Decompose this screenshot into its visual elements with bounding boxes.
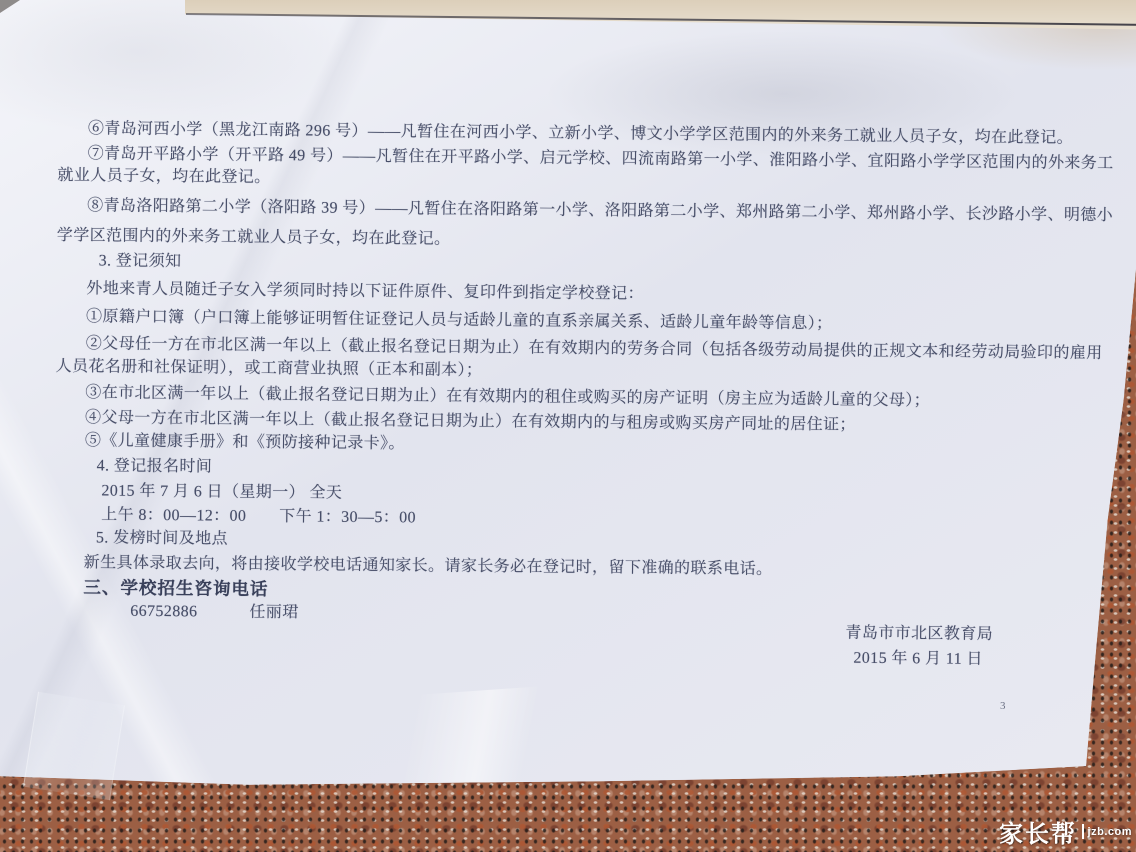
- requirement-1: ①原籍户口簿（户口簿上能够证明暂住证登记人员与适龄儿童的直系亲属关系、适龄儿童年龄等信息）；: [85, 308, 833, 333]
- requirement-3: ③在市北区满一年以上（截止报名登记日期为止）在有效期内的租住或购买的房产证明（房主应为适龄儿童的父母）；: [85, 384, 931, 410]
- watermark-logo: [999, 814, 1132, 849]
- registration-hours: 上午 8：00—12：00 下午 1：30—5：00: [101, 506, 417, 527]
- school-item-6: ⑥青岛河西小学（黑龙江南路 296 号）——凡暂住在河西小学、立新小学、博文小学学区范围内的外来务工就业人员子女，均在此登记。: [87, 120, 1074, 147]
- signature-date: 2015 年 6 月 11 日: [853, 649, 983, 668]
- requirement-2-cont: 人员花名册和社保证明），或工商营业执照（正本和副本）；: [55, 357, 483, 380]
- watermark-divider-icon: [1082, 824, 1084, 839]
- requirement-2: ②父母任一方在市北区满一年以上（截止报名登记日期为止）在有效期内的劳务合同（包括各级劳动局提供的正规文本和经劳动局验印的雇用: [85, 335, 1103, 363]
- section-5-heading: 5. 发榜时间及地点: [95, 529, 229, 548]
- contact-name: 任丽珺: [249, 603, 299, 622]
- school-item-8: ⑧青岛洛阳路第二小学（洛阳路 39 号）——凡暂住在洛阳路第一小学、洛阳路第二小学、郑州路第二小学、郑州路小学、长沙路小学、明德小: [87, 197, 1114, 225]
- signature-org: 青岛市市北区教育局: [845, 624, 994, 643]
- registration-date: 2015 年 7 月 6 日（星期一） 全天: [101, 482, 343, 502]
- section-4-heading: 4. 登记报名时间: [96, 457, 213, 476]
- watermark-domain: jzb.com: [1087, 825, 1132, 838]
- results-notice: 新生具体录取去向，将由接收学校电话通知家长。请家长务必在登记时，留下准确的联系电话。: [83, 554, 773, 578]
- notice-document: [53, 116, 1114, 673]
- requirement-5: ⑤《儿童健康手册》和《预防接种记录卡》。: [84, 432, 405, 453]
- registration-intro: 外地来青人员随迁子女入学须同时持以下证件原件、复印件到指定学校登记：: [86, 280, 645, 303]
- watermark-brand: 家长帮: [999, 821, 1078, 848]
- contact-heading: 三、学校招生咨询电话: [83, 577, 269, 600]
- school-item-7: ⑦青岛开平路小学（开平路 49 号）——凡暂住在开平路小学、启元学校、四流南路第一小学、淮阳路小学、宜阳路小学学区范围内的外来务工: [87, 145, 1114, 173]
- school-item-8-cont: 学学区范围内的外来务工就业人员子女，均在此登记。: [56, 226, 451, 248]
- requirement-4: ④父母一方在市北区满一年以上（截止报名登记日期为止）在有效期内的与租房或购买房产同址的居住证；: [85, 409, 856, 434]
- page-number: 3: [1000, 700, 1006, 712]
- tape-piece: [23, 692, 125, 801]
- section-3-heading: 3. 登记须知: [98, 252, 182, 271]
- school-item-7-cont: 就业人员子女，均在此登记。: [57, 166, 271, 187]
- phone-number: 66752886: [130, 602, 198, 621]
